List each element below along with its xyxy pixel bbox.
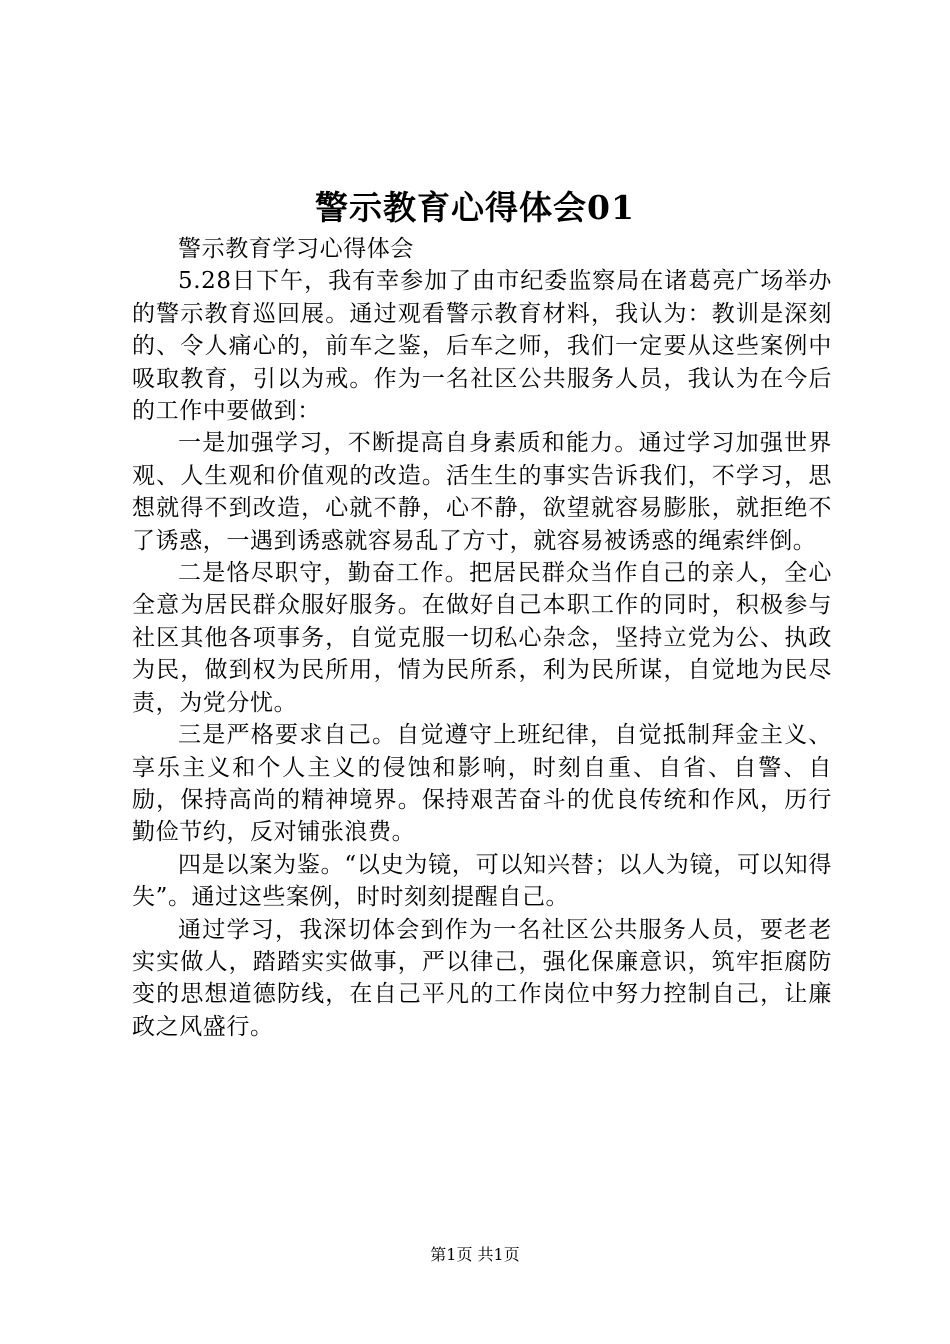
paragraph-point-4: 四是以案为鉴。“以史为镜，可以知兴替；以人为镜，可以知得失”。通过这些案例，时时刻刻提醒自己。 <box>132 851 832 911</box>
paragraph-point-3: 三是严格要求自己。自觉遵守上班纪律，自觉抵制拜金主义、享乐主义和个人主义的侵蚀和影响，时刻自重、自省、自警、自励，保持高尚的精神境界。保持艰苦奋斗的优良传统和作风，历行勤俭节约，反对铺张浪费。 <box>132 722 832 846</box>
paragraph-subtitle: 警示教育学习心得体会 <box>178 236 414 262</box>
document-body <box>132 233 832 1043</box>
page-footer: 第1页 共1页 <box>430 1245 520 1264</box>
paragraph-conclusion: 通过学习，我深切体会到作为一名社区公共服务人员，要老老实实做人，踏踏实实做事，严以律己，强化保廉意识，筑牢拒腐防变的思想道德防线，在自己平凡的工作岗位中努力控制自己，让廉政之风盛行。 <box>132 916 832 1040</box>
document-title: 警示教育心得体会01 <box>315 188 635 227</box>
paragraph-intro: 5.28日下午，我有幸参加了由市纪委监察局在诸葛亮广场举办的警示教育巡回展。通过观看警示教育材料，我认为：教训是深刻的、令人痛心的，前车之鉴，后车之师，我们一定要从这些案例中吸取教育，引以为戒。作为一名社区公共服务人员，我认为在今后的工作中要做到： <box>132 268 832 425</box>
paragraph-point-2: 二是恪尽职守，勤奋工作。把居民群众当作自己的亲人，全心全意为居民群众服好服务。在做好自己本职工作的同时，积极参与社区其他各项事务，自觉克服一切私心杂念，坚持立党为公、执政为民，做到权为民所用，情为民所系，利为民所谋，自觉地为民尽责，为党分忧。 <box>132 560 832 716</box>
paragraph-point-1: 一是加强学习，不断提高自身素质和能力。通过学习加强世界观、人生观和价值观的改造。活生生的事实告诉我们，不学习，思想就得不到改造，心就不静，心不静，欲望就容易膨胀，就拒绝不了诱惑，一遇到诱惑就容易乱了方寸，就容易被诱惑的绳索绊倒。 <box>132 430 832 554</box>
